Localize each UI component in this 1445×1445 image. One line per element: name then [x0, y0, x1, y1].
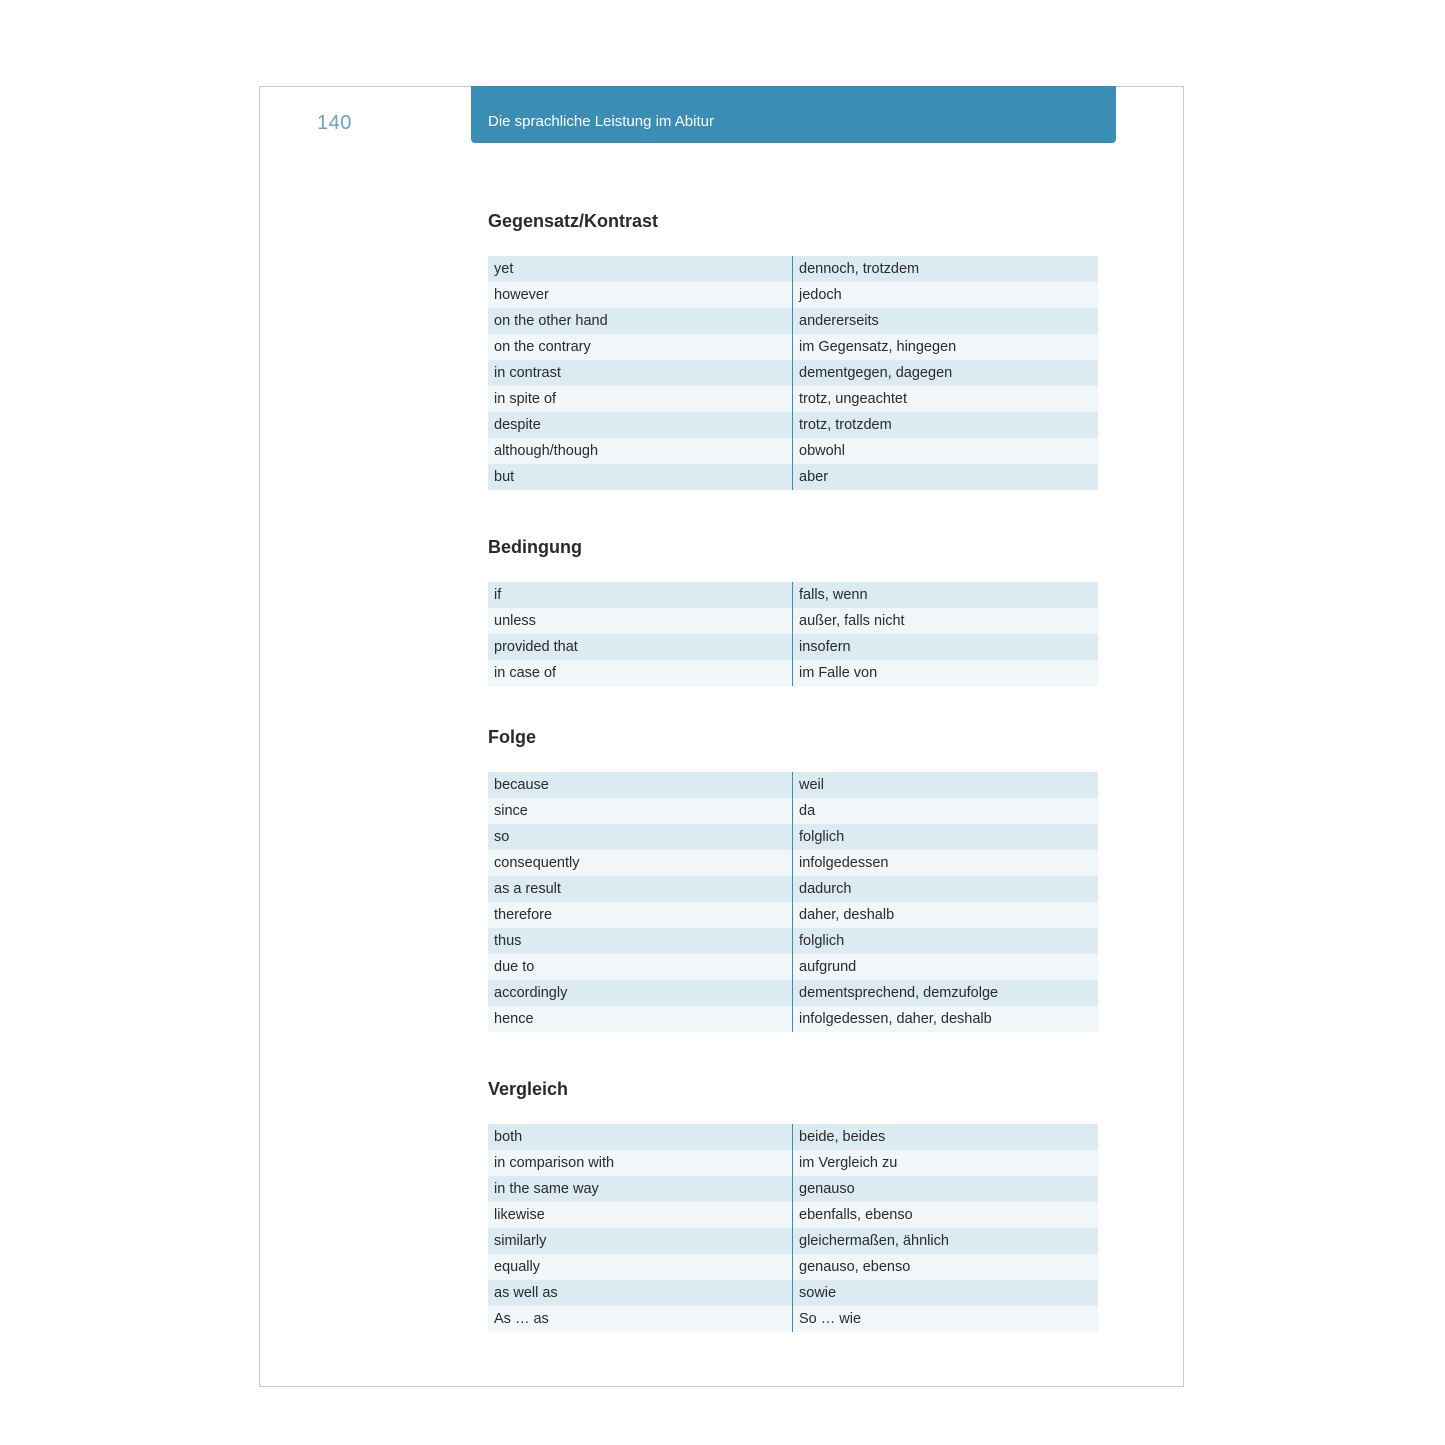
table-row: [488, 360, 1098, 386]
german-term: aufgrund: [799, 959, 857, 975]
table-row: [488, 464, 1098, 490]
german-term: So … wie: [799, 1311, 862, 1327]
section-vergleich: [488, 1076, 1098, 1332]
table-row: [488, 1280, 1098, 1306]
german-term: dementgegen, dagegen: [799, 365, 953, 381]
table-row: [488, 282, 1098, 308]
table-row: [488, 1202, 1098, 1228]
english-term: in contrast: [494, 365, 561, 381]
table-row: [488, 386, 1098, 412]
english-term: however: [494, 287, 549, 303]
table-row: [488, 902, 1098, 928]
german-term: gleichermaßen, ähnlich: [799, 1233, 949, 1249]
german-term: infolgedessen, daher, deshalb: [799, 1011, 992, 1027]
english-term: on the other hand: [494, 313, 608, 329]
german-term: insofern: [799, 639, 851, 655]
table-row: [488, 928, 1098, 954]
table-row: [488, 660, 1098, 686]
english-term: but: [494, 469, 515, 485]
english-term: as a result: [494, 881, 561, 897]
english-term: As … as: [494, 1311, 549, 1327]
section-bedingung: [488, 534, 1098, 686]
german-term: folglich: [799, 829, 845, 845]
german-term: beide, beides: [799, 1129, 886, 1145]
table-row: [488, 256, 1098, 282]
german-term: falls, wenn: [799, 587, 868, 603]
german-term: jedoch: [799, 287, 842, 303]
german-term: dadurch: [799, 881, 852, 897]
german-term: da: [799, 803, 816, 819]
table-row: [488, 798, 1098, 824]
english-term: both: [494, 1129, 523, 1145]
table-row: [488, 412, 1098, 438]
section-gegensatz-kontrast: [488, 208, 1098, 490]
vocab-table: [488, 1124, 1098, 1332]
table-row: [488, 980, 1098, 1006]
german-term: weil: [799, 777, 824, 793]
german-term: im Gegensatz, hingegen: [799, 339, 957, 355]
english-term: therefore: [494, 907, 553, 923]
english-term: accordingly: [494, 985, 568, 1001]
english-term: on the contrary: [494, 339, 591, 355]
german-term: sowie: [799, 1285, 837, 1301]
german-term: ebenfalls, ebenso: [799, 1207, 913, 1223]
english-term: in spite of: [494, 391, 557, 407]
english-term: provided that: [494, 639, 578, 655]
german-term: genauso, ebenso: [799, 1259, 911, 1275]
german-term: trotz, trotzdem: [799, 417, 892, 433]
english-term: in comparison with: [494, 1155, 615, 1171]
section-title: Gegensatz/Kontrast: [488, 211, 659, 231]
section-title: Folge: [488, 727, 536, 747]
german-term: genauso: [799, 1181, 855, 1197]
page-number: 140: [317, 112, 352, 134]
vocab-table: [488, 772, 1098, 1032]
section-title: Vergleich: [488, 1079, 569, 1099]
english-term: since: [494, 803, 528, 819]
vocab-table: [488, 582, 1098, 686]
vocab-table: [488, 256, 1098, 490]
table-row: [488, 1228, 1098, 1254]
english-term: yet: [494, 261, 514, 277]
english-term: likewise: [494, 1207, 545, 1223]
table-row: [488, 1124, 1098, 1150]
german-term: daher, deshalb: [799, 907, 895, 923]
table-row: [488, 1176, 1098, 1202]
table-row: [488, 850, 1098, 876]
header-bar: [471, 86, 1116, 143]
english-term: hence: [494, 1011, 534, 1027]
german-term: im Vergleich zu: [799, 1155, 898, 1171]
german-term: trotz, ungeachtet: [799, 391, 908, 407]
section-folge: [488, 724, 1098, 1032]
section-title: Bedingung: [488, 537, 582, 557]
german-term: folglich: [799, 933, 845, 949]
english-term: equally: [494, 1259, 540, 1275]
german-term: infolgedessen: [799, 855, 889, 871]
table-row: [488, 308, 1098, 334]
german-term: obwohl: [799, 443, 845, 459]
table-row: [488, 954, 1098, 980]
english-term: consequently: [494, 855, 580, 871]
german-term: andererseits: [799, 313, 879, 329]
german-term: dementsprechend, demzufolge: [799, 985, 999, 1001]
english-term: because: [494, 777, 549, 793]
table-row: [488, 876, 1098, 902]
english-term: in case of: [494, 665, 557, 681]
table-row: [488, 608, 1098, 634]
english-term: due to: [494, 959, 535, 975]
english-term: in the same way: [494, 1181, 599, 1197]
table-row: [488, 824, 1098, 850]
english-term: so: [494, 829, 510, 845]
table-row: [488, 1254, 1098, 1280]
english-term: if: [494, 587, 502, 603]
english-term: thus: [494, 933, 522, 949]
english-term: despite: [494, 417, 541, 433]
english-term: as well as: [494, 1285, 558, 1301]
german-term: im Falle von: [799, 665, 878, 681]
header-title: Die sprachliche Leistung im Abitur: [488, 113, 714, 130]
german-term: aber: [799, 469, 829, 485]
english-term: although/though: [494, 443, 599, 459]
english-term: unless: [494, 613, 536, 629]
table-row: [488, 1150, 1098, 1176]
table-row: [488, 1006, 1098, 1032]
table-row: [488, 772, 1098, 798]
german-term: dennoch, trotzdem: [799, 261, 920, 277]
table-row: [488, 334, 1098, 360]
table-row: [488, 1306, 1098, 1332]
german-term: außer, falls nicht: [799, 613, 905, 629]
table-row: [488, 634, 1098, 660]
table-row: [488, 438, 1098, 464]
table-row: [488, 582, 1098, 608]
english-term: similarly: [494, 1233, 547, 1249]
